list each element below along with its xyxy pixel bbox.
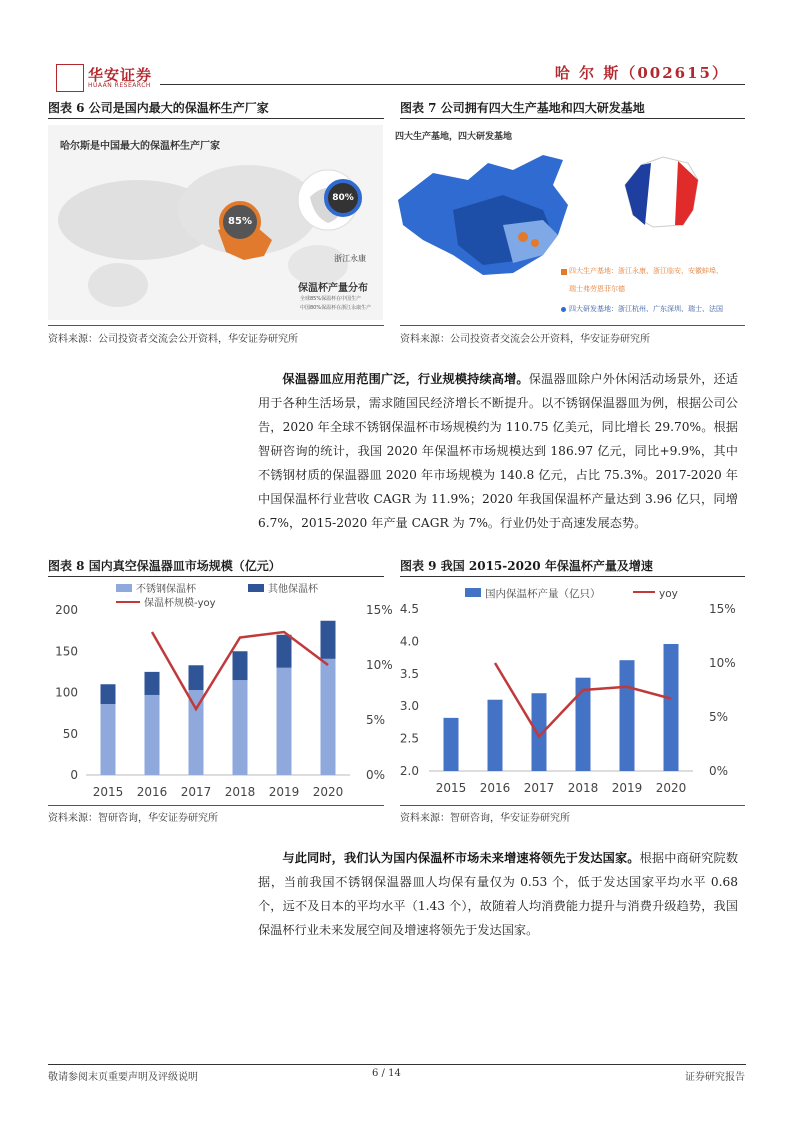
x-tick-label: 2015 [435, 781, 467, 795]
y-tick-label: 2.5 [399, 731, 419, 746]
y2-tick-label: 0% [709, 764, 729, 778]
figure7-title: 图表 7 公司拥有四大生产基地和四大研发基地 [400, 101, 645, 115]
x-tick-label: 2016 [136, 785, 168, 799]
bar-other [233, 651, 248, 680]
y-tick-label: 100 [55, 685, 78, 700]
figure8-rule [48, 576, 384, 577]
legend-swatch-other [248, 584, 264, 592]
figure6-headline: 哈尔斯是中国最大的保温杯生产厂家 [60, 141, 220, 152]
figure6-image [48, 125, 383, 320]
logo-text: 华安证券 [88, 66, 153, 84]
bar-other [277, 635, 292, 668]
x-tick-label: 2017 [180, 785, 212, 799]
y-tick-label: 3.0 [399, 699, 419, 714]
legend-label-yoy9: yoy [659, 588, 678, 600]
bar-stainless [321, 659, 336, 775]
company-ticker: 哈 尔 斯（002615） [554, 64, 729, 82]
figure9-source: 资料来源：智研咨询，华安证券研究所 [400, 813, 570, 824]
y2-tick-label: 10% [709, 656, 736, 670]
y2-tick-label: 0% [366, 768, 386, 782]
x-tick-label: 2018 [567, 781, 599, 795]
prod-base-label-2: 瑞士弗劳恩菲尔德 [569, 285, 625, 293]
rd-base-label: 四大研发基地：浙江杭州、广东深圳、瑞士、法国 [569, 305, 723, 313]
y-tick-label: 50 [62, 726, 78, 741]
paragraph-1-body: 保温器皿除户外休闲活动场景外，还适用于各种生活场景，需求随国民经济增长不断提升。以不锈钢保温器皿为例，根据公司公告，2020 年全球不锈钢保温杯市场规模约为 110.75 亿美元，同比增长 29.70%。根据智研咨询的统计，我国 2020 年保温杯市场规模达到 186.97 亿元，同比+9.9%，其中不锈钢材质的保温器皿 2020 年市场规模为 140.8 亿元，占比 75.3%。2017-2020 年中国保温杯行业营收 CAGR 为 11.9%；2020 年我国保温杯产量达到 3.96 亿只，同增 6.7%，2015-2020 年产量 CAGR 为 7%。行业仍处于高速发展态势。 [258, 372, 739, 530]
figure7-source-rule [400, 325, 745, 326]
paragraph-1-lead: 保温器皿应用范围广泛，行业规模持续高增。 [282, 372, 529, 386]
y2-tick-label: 10% [366, 658, 393, 672]
legend-item-2: 中国80%保温杯在浙江永康生产 [300, 305, 372, 311]
company-logo-icon [56, 64, 84, 92]
legend-label-stainless: 不锈钢保温杯 [136, 584, 196, 595]
rd-legend-marker-icon [561, 307, 566, 312]
bar-other [145, 672, 160, 695]
y-tick-label: 4.0 [399, 634, 419, 649]
x-tick-label: 2017 [523, 781, 555, 795]
footer-rule [48, 1064, 746, 1065]
prod-base-label: 四大生产基地：浙江永康、浙江临安、安徽蚌埠、 [569, 267, 723, 275]
y-tick-label: 2.0 [399, 764, 419, 778]
y-tick-label: 200 [55, 603, 78, 617]
legend-item-1: 全球85%保温杯在中国生产 [300, 296, 362, 302]
bar-stainless [101, 704, 116, 775]
x-tick-label: 2015 [92, 785, 124, 799]
paragraph-2-lead: 与此同时，我们认为国内保温杯市场未来增速将领先于发达国家。 [282, 851, 640, 865]
y-tick-label: 4.5 [399, 602, 419, 616]
footer-report-type: 证券研究报告 [685, 1072, 745, 1083]
header-rule [160, 84, 745, 85]
paragraph-1 [258, 367, 738, 535]
prod-legend-marker-icon [561, 269, 567, 275]
y2-tick-label: 5% [366, 713, 386, 727]
footer-disclaimer: 敬请参阅末页重要声明及评级说明 [48, 1072, 198, 1083]
figure7-image [393, 125, 745, 320]
x-tick-label: 2018 [224, 785, 256, 799]
y-tick-label: 0 [70, 768, 78, 782]
legend-label-other: 其他保温杯 [268, 584, 318, 595]
paragraph-2-body: 根据中商研究院数据，当前我国不锈钢保温器皿人均保有量仅为 0.53 个，低于发达国家平均水平 0.68 个，远不及日本的平均水平（1.43 个），故随着人均消费能力提升与消费升级趋势，我国保温杯行业未来发展空间及增速将领先于发达国家。 [258, 851, 739, 937]
figure6-source-rule [48, 325, 384, 326]
bar-output [444, 718, 459, 771]
bar-output [664, 644, 679, 771]
x-tick-label: 2019 [611, 781, 643, 795]
bar-other [321, 621, 336, 659]
page-number: 6 / 14 [372, 1068, 401, 1079]
legend-label-output: 国内保温杯产量（亿只） [485, 588, 601, 600]
figure6-source: 资料来源：公司投资者交流会公开资料，华安证券研究所 [48, 334, 298, 345]
bar-output [488, 700, 503, 771]
legend-swatch-stainless [116, 584, 132, 592]
badge-80: 80% [324, 179, 362, 217]
figure8-source: 资料来源：智研咨询，华安证券研究所 [48, 813, 218, 824]
y2-tick-label: 5% [709, 710, 729, 724]
x-tick-label: 2016 [479, 781, 511, 795]
figure6-title: 图表 6 公司是国内最大的保温杯生产厂家 [48, 101, 269, 115]
figure9-title: 图表 9 我国 2015-2020 年保温杯产量及增速 [400, 559, 653, 573]
bar-other [189, 665, 204, 690]
figure9-chart [393, 578, 745, 803]
paragraph-2 [258, 846, 738, 942]
y-tick-label: 3.5 [399, 666, 419, 681]
y2-tick-label: 15% [709, 602, 736, 616]
x-tick-label: 2019 [268, 785, 300, 799]
city-label: 浙江永康 [334, 254, 366, 263]
bar-stainless [277, 668, 292, 775]
y2-tick-label: 15% [366, 603, 393, 617]
figure9-source-rule [400, 805, 745, 806]
figure9-rule [400, 576, 745, 577]
figure7-source: 资料来源：公司投资者交流会公开资料，华安证券研究所 [400, 334, 650, 345]
figure7-rule [400, 118, 745, 119]
bar-output [620, 660, 635, 771]
figure6-rule [48, 118, 384, 119]
figure8-title: 图表 8 国内真空保温器皿市场规模（亿元） [48, 559, 281, 573]
x-tick-label: 2020 [312, 785, 344, 799]
bar-stainless [145, 695, 160, 775]
x-tick-label: 2020 [655, 781, 687, 795]
legend-title: 保温杯产量分布 [298, 283, 368, 294]
bar-stainless [233, 680, 248, 775]
figure8-source-rule [48, 805, 384, 806]
bar-other [101, 684, 116, 704]
logo-subtext: HUAAN RESEARCH [88, 82, 151, 89]
badge-85: 85% [219, 201, 261, 243]
legend-swatch-output [465, 588, 481, 597]
figure7-headline: 四大生产基地，四大研发基地 [395, 132, 513, 142]
figure8-chart [48, 578, 393, 803]
legend-label-yoy: 保温杯规模-yoy [144, 598, 216, 609]
y-tick-label: 150 [55, 644, 78, 659]
